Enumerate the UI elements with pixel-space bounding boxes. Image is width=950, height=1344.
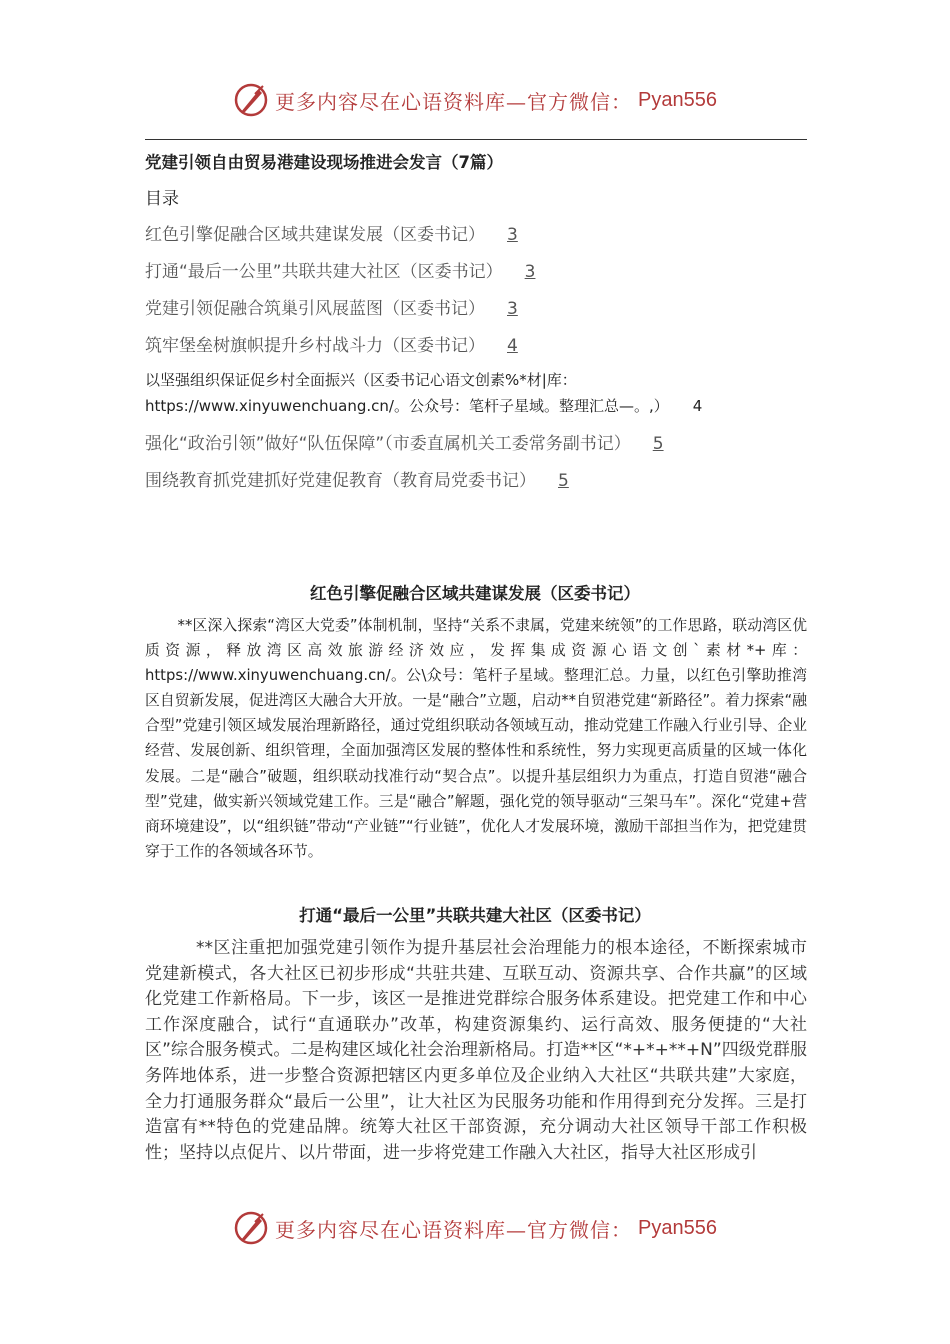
toc-item-label: 红色引擎促融合区域共建谋发展（区委书记）: [145, 225, 485, 245]
section-title: 红色引擎促融合区域共建谋发展（区委书记）: [310, 584, 640, 603]
toc-item-label: 围绕教育抓党建抓好党建促教育（教育局党委书记）: [145, 471, 536, 491]
toc-page-number[interactable]: 3: [507, 225, 518, 245]
toc-page-number[interactable]: 3: [507, 299, 518, 319]
toc-item[interactable]: [145, 220, 518, 245]
quill-pen-logo-icon: [233, 82, 269, 118]
section-body: **区深入探索“湾区大党委”体制机制，坚持“关系不隶属，党建来统领”的工作思路，联动湾区优质资源，释放湾区高效旅游经济效应，发挥集成资源心语文创`素材*+库：https://www.xinyuwenchuang.cn/。公\众号：笔杆子星域。整理汇总。力量，以红色引擎助推湾区自贸新发展，促进湾区大融合大开放。一是“融合”立题，启动**自贸港党建“新路径”。着力探索“融合型”党建引领区域发展治理新路径，通过党组织联动各领域互动，推动党建工作融入行业引导、企业经营、发展创新、组织管理，全面加强湾区发展的整体性和系统性，努力实现更高质量的区域一体化发展。二是“融合”破题，组织联动找准行动“契合点”。以提升基层组织力为重点，打造自贸港“融合型”党建，做实新兴领域党建工作。三是“融合”解题，强化党的领导驱动“三架马车”。深化“党建+营商环境建设”，以“组织链”带动“产业链”“行业链”，优化人才发展环境，激励干部担当作为，把党建贯穿于工作的各领域各环节。: [145, 617, 807, 860]
toc-item[interactable]: [145, 429, 664, 454]
toc-item[interactable]: [145, 294, 518, 319]
toc-item-label: 强化“政治引领”做好“队伍保障”（市委直属机关工委常务副书记）: [145, 434, 631, 454]
section-body: **区注重把加强党建引领作为提升基层社会治理能力的根本途径，不断探索城市党建新模式，各大社区已初步形成“共驻共建、互联互动、资源共享、合作共赢”的区域化党建工作新格局。下一步，该区一是推进党群综合服务体系建设。把党建工作和中心工作深度融合，试行“直通联办”改革，构建资源集约、运行高效、服务便捷的“大社区”综合服务模式。二是构建区域化社会治理新格局。打造**区“*+*+**+N”四级党群服务阵地体系，进一步整合资源把辖区内更多单位及企业纳入大社区“共联共建”大家庭，全力打通服务群众“最后一公里”，让大社区为民服务功能和作用得到充分发挥。三是打造富有**特色的党建品牌。统筹大社区干部资源，充分调动大社区领导干部工作积极性；坚持以点促片、以片带面，进一步将党建工作融入大社区，指导大社区形成引: [145, 938, 807, 1163]
toc-item[interactable]: [145, 367, 705, 419]
banner-wechat-id: Pyan556: [638, 88, 717, 111]
toc-page-number[interactable]: 5: [652, 434, 664, 454]
toc-page-number[interactable]: 4: [692, 397, 703, 415]
banner-text: 更多内容尽在心语资料库—官方微信：: [275, 89, 633, 114]
toc-item[interactable]: [145, 257, 535, 282]
toc-page-number[interactable]: 4: [507, 336, 518, 356]
toc-item-label: 打通“最后一公里”共联共建大社区（区委书记）: [145, 262, 503, 282]
header-banner: [0, 82, 950, 122]
header-divider: [145, 139, 807, 140]
footer-banner: [0, 1210, 950, 1250]
toc-heading: 目录: [145, 189, 179, 209]
quill-pen-logo-icon: [233, 1210, 269, 1246]
toc-item[interactable]: [145, 331, 518, 356]
toc-item-label: 党建引领促融合筑巢引风展蓝图（区委书记）: [145, 299, 485, 319]
section-title: 打通“最后一公里”共联共建大社区（区委书记）: [299, 906, 651, 925]
banner-wechat-id: Pyan556: [638, 1216, 717, 1239]
toc-item-label: 筑牢堡垒树旗帜提升乡村战斗力（区委书记）: [145, 336, 485, 356]
toc-page-number[interactable]: 5: [558, 471, 569, 491]
banner-text: 更多内容尽在心语资料库—官方微信：: [275, 1217, 633, 1242]
toc-page-number[interactable]: 3: [524, 262, 536, 282]
toc-item[interactable]: [145, 466, 569, 491]
toc-item-label: 以坚强组织保证促乡村全面振兴（区委书记心语文创素%*材|库：https://www.xinyuwenchuang.cn/。公众号：笔杆子星域。整理汇总—。,）: [145, 371, 669, 415]
document-title: 党建引领自由贸易港建设现场推进会发言（7篇）: [145, 153, 503, 172]
